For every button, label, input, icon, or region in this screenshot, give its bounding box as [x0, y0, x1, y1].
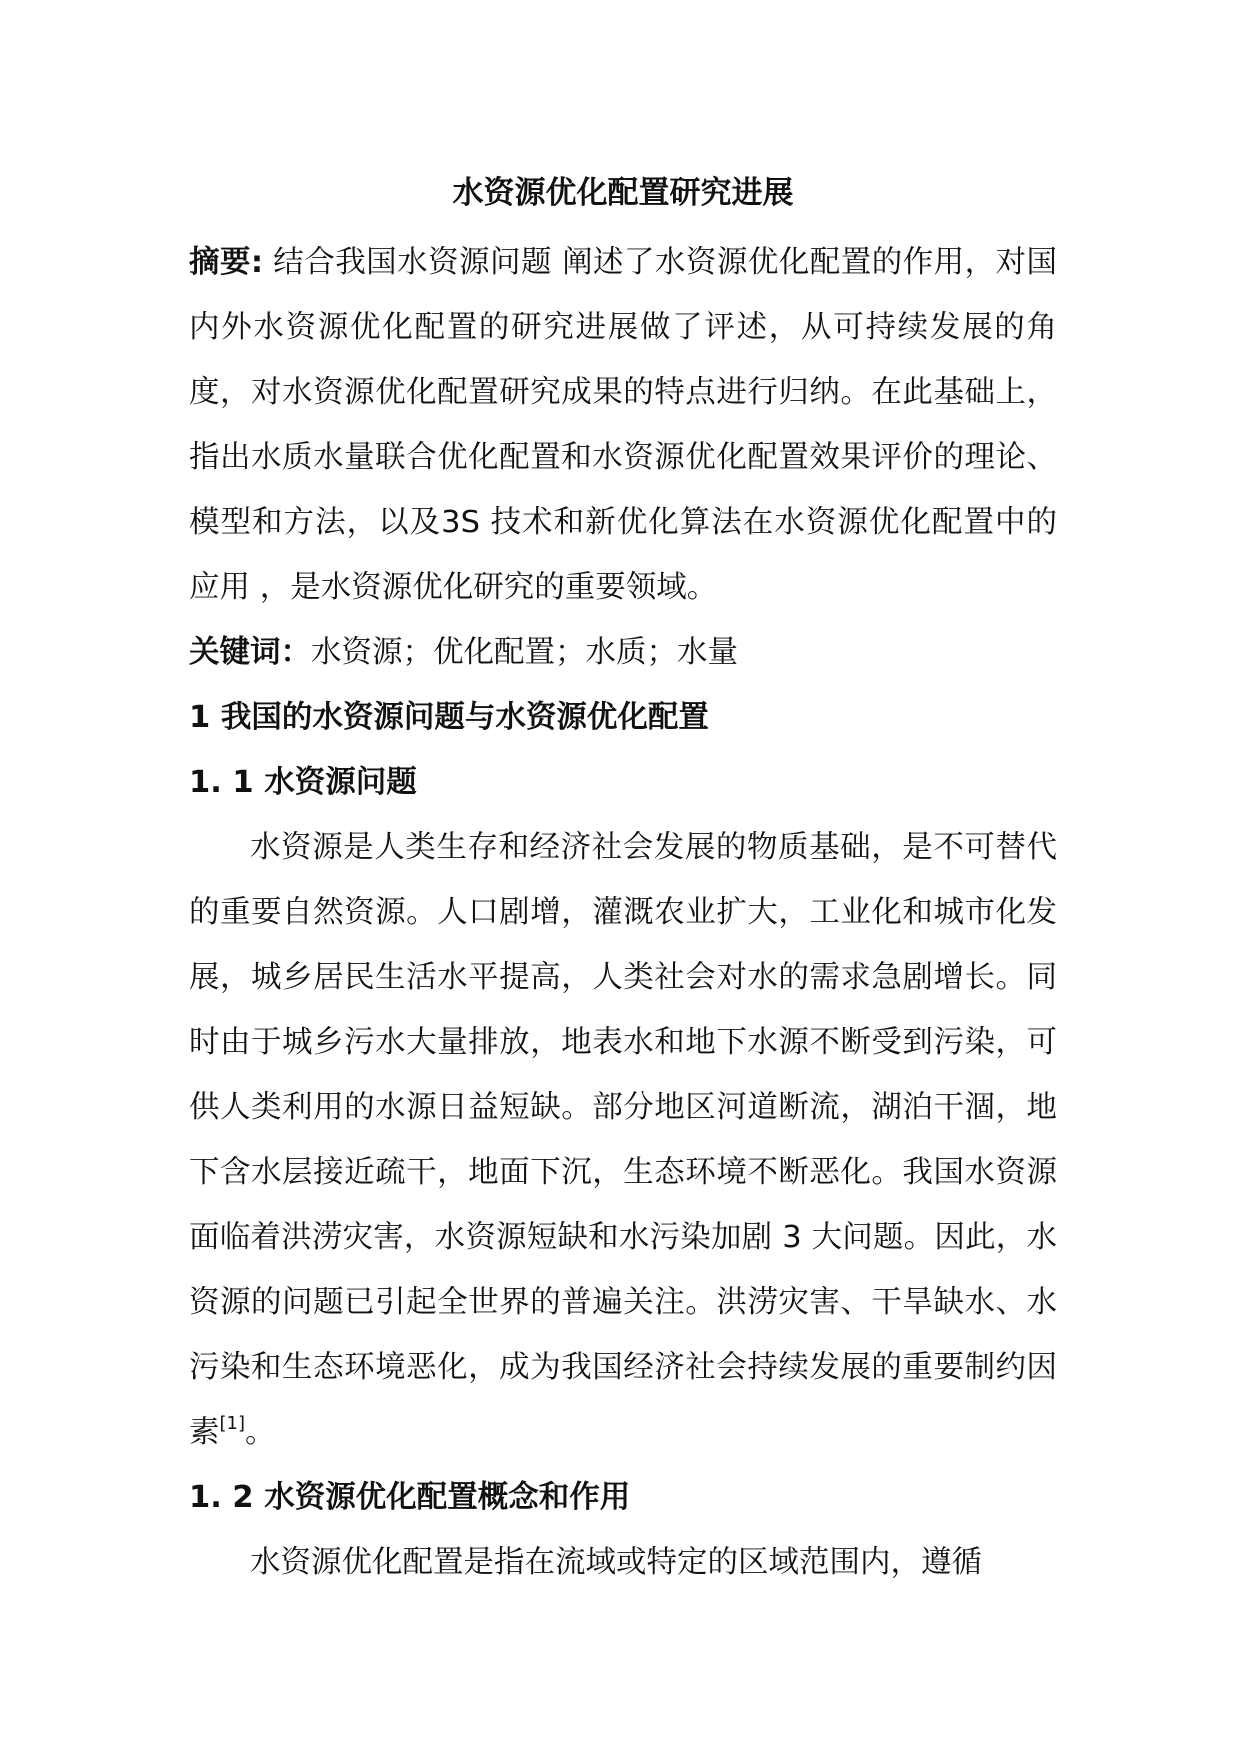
abstract-paragraph [189, 230, 1057, 620]
keywords-label: 关键词： [189, 635, 311, 670]
section-1-1-text: 水资源是人类生存和经济社会发展的物质基础，是不可替代的重要自然资源。人口剧增，灌溉农业扩大，工业化和城市化发展，城乡居民生活水平提高，人类社会对水的需求急剧增长。同时由于城乡污水大量排放，地表水和地下水源不断受到污染，可供人类利用的水源日益短缺。部分地区河道断流，湖泊干涸，地下含水层接近疏干，地面下沉，生态环境不断恶化。我国水资源面临着洪涝灾害，水资源短缺和水污染加剧 3 大问题。因此，水资源的问题已引起全世界的普遍关注。洪涝灾害、干旱缺水、水污染和生态环境恶化，成为我国经济社会持续发展的重要制约因素 [189, 830, 1057, 1450]
section-1-1-end: 。 [245, 1415, 276, 1450]
section-1-2-heading: 1. 2 水资源优化配置概念和作用 [189, 1480, 631, 1515]
abstract-label: 摘要: [189, 245, 264, 280]
keywords-text: 水资源；优化配置；水质；水量 [311, 635, 738, 670]
section-1-1-paragraph [189, 815, 1057, 1465]
document-title: 水资源优化配置研究进展 [452, 175, 794, 211]
section-1-1-heading: 1. 1 水资源问题 [189, 765, 417, 800]
citation-reference: [1] [219, 1412, 245, 1434]
section-1-heading: 1 我国的水资源问题与水资源优化配置 [189, 700, 709, 735]
abstract-text: 结合我国水资源问题 阐述了水资源优化配置的作用，对国内外水资源优化配置的研究进展做了评述，从可持续发展的角度，对水资源优化配置研究成果的特点进行归纳。在此基础上，指出水质水量联合优化配置和水资源优化配置效果评价的理论、模型和方法，以及3S 技术和新优化算法在水资源优化配置中的应用 ，是水资源优化研究的重要领域。 [189, 245, 1057, 605]
section-1-2-paragraph: 水资源优化配置是指在流域或特定的区域范围内，遵循 [250, 1545, 982, 1580]
keywords-line [189, 620, 1057, 685]
document-body [189, 160, 1057, 1595]
